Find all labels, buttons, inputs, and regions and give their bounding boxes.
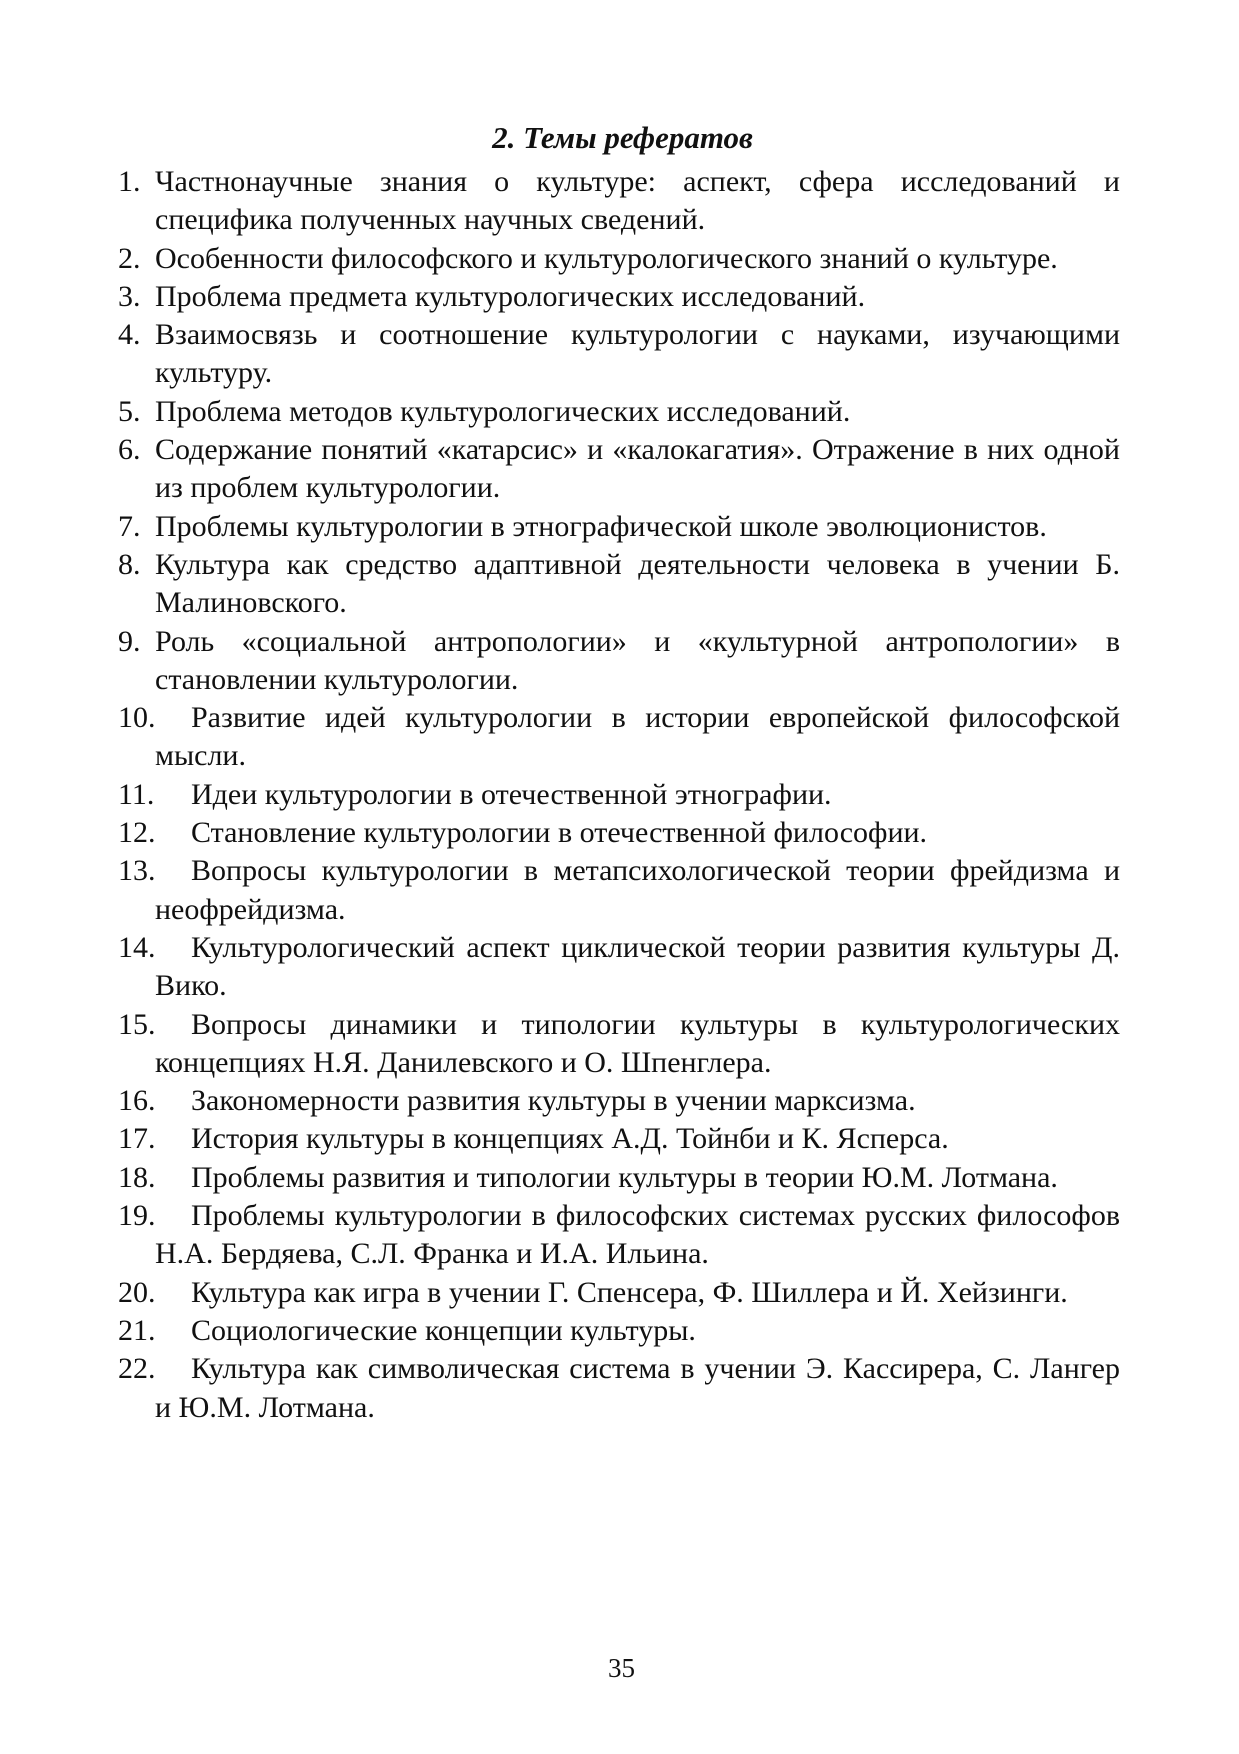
item-number: 16. bbox=[118, 1084, 156, 1118]
item-text: Социологические концепции культуры. bbox=[191, 1313, 696, 1347]
item-text: Содержание понятий «катарсис» и «калокагатия». Отражение в них одной из проблем культурологии. bbox=[155, 433, 1120, 505]
item-number: 8. bbox=[118, 547, 141, 581]
list-item bbox=[118, 508, 1120, 546]
item-number: 13. bbox=[118, 854, 156, 888]
list-item bbox=[118, 393, 1120, 431]
item-number: 21. bbox=[118, 1313, 156, 1347]
list-item bbox=[118, 1312, 1120, 1350]
item-number: 5. bbox=[118, 394, 141, 428]
topics-list bbox=[118, 163, 1120, 1427]
item-text: Проблема методов культурологических исследований. bbox=[155, 394, 851, 428]
list-item bbox=[118, 1120, 1120, 1158]
item-number: 1. bbox=[118, 165, 141, 198]
item-number: 10. bbox=[118, 701, 156, 735]
list-item bbox=[118, 240, 1120, 278]
list-item bbox=[118, 699, 1120, 776]
item-text: Проблемы развития и типологии культуры в теории Ю.М. Лотмана. bbox=[191, 1160, 1058, 1194]
list-item bbox=[118, 623, 1120, 700]
item-number: 6. bbox=[118, 433, 141, 467]
list-item bbox=[118, 852, 1120, 929]
item-text: Роль «социальной антропологии» и «культурной антропологии» в становлении культурологии. bbox=[155, 624, 1120, 696]
item-text: Культура как символическая система в учении Э. Кассирера, С. Лангер и Ю.М. Лотмана. bbox=[155, 1352, 1120, 1424]
item-number: 20. bbox=[118, 1275, 156, 1309]
item-number: 19. bbox=[118, 1199, 156, 1233]
list-item bbox=[118, 163, 1120, 240]
item-text: Культура как средство адаптивной деятельности человека в учении Б. Малиновского. bbox=[155, 547, 1120, 620]
item-number: 17. bbox=[118, 1122, 156, 1156]
item-text: Развитие идей культурологии в истории европейской философской мысли. bbox=[155, 701, 1120, 773]
item-number: 18. bbox=[118, 1160, 156, 1194]
item-text: Культура как игра в учении Г. Спенсера, Ф. Шиллера и Й. Хейзинги. bbox=[191, 1275, 1068, 1309]
item-text: Проблема предмета культурологических исследований. bbox=[155, 279, 866, 313]
item-text: Закономерности развития культуры в учении марксизма. bbox=[191, 1084, 916, 1118]
item-text: Идеи культурологии в отечественной этнографии. bbox=[191, 777, 832, 811]
list-item bbox=[118, 431, 1120, 508]
list-item bbox=[118, 316, 1120, 393]
item-number: 14. bbox=[118, 930, 156, 964]
item-text: Проблемы культурологии в этнографической школе эволюционистов. bbox=[155, 509, 1047, 543]
item-number: 9. bbox=[118, 624, 141, 658]
item-text: История культуры в концепциях А.Д. Тойнби и К. Ясперса. bbox=[191, 1122, 949, 1156]
list-item bbox=[118, 1350, 1120, 1427]
item-number: 15. bbox=[118, 1007, 156, 1041]
list-item bbox=[118, 1159, 1120, 1197]
list-item bbox=[118, 776, 1120, 814]
item-text: Вопросы культурологии в метапсихологической теории фрейдизма и неофрейдизма. bbox=[155, 854, 1120, 926]
item-number: 22. bbox=[118, 1352, 156, 1386]
section-heading: 2. Темы рефератов bbox=[492, 120, 753, 155]
page-number: 35 bbox=[608, 1653, 635, 1683]
item-text: Проблемы культурологии в философских системах русских философов Н.А. Бердяева, С.Л. Франка и И.А. Ильина. bbox=[155, 1199, 1120, 1271]
list-item bbox=[118, 1274, 1120, 1312]
item-number: 7. bbox=[118, 509, 141, 543]
list-item bbox=[118, 1197, 1120, 1274]
item-text: Культурологический аспект циклической теории развития культуры Д. Вико. bbox=[155, 930, 1120, 1003]
item-text: Особенности философского и культурологического знаний о культуре. bbox=[155, 241, 1058, 275]
item-text: Взаимосвязь и соотношение культурологии с науками, изучающими культуру. bbox=[155, 318, 1120, 390]
list-item bbox=[118, 278, 1120, 316]
list-item bbox=[118, 814, 1120, 852]
list-item bbox=[118, 929, 1120, 1006]
item-number: 4. bbox=[118, 318, 141, 352]
item-number: 3. bbox=[118, 279, 141, 313]
item-text: Частнонаучные знания о культуре: аспект, сфера исследований и специфика полученных научных сведений. bbox=[155, 165, 1120, 237]
list-item bbox=[118, 1006, 1120, 1083]
list-item bbox=[118, 1082, 1120, 1120]
item-number: 11. bbox=[118, 777, 155, 811]
item-number: 12. bbox=[118, 816, 156, 850]
item-text: Вопросы динамики и типологии культуры в культурологических концепциях Н.Я. Данилевского и О. Шпенглера. bbox=[155, 1007, 1120, 1079]
list-item bbox=[118, 546, 1120, 623]
item-number: 2. bbox=[118, 241, 141, 275]
item-text: Становление культурологии в отечественной философии. bbox=[191, 816, 928, 850]
